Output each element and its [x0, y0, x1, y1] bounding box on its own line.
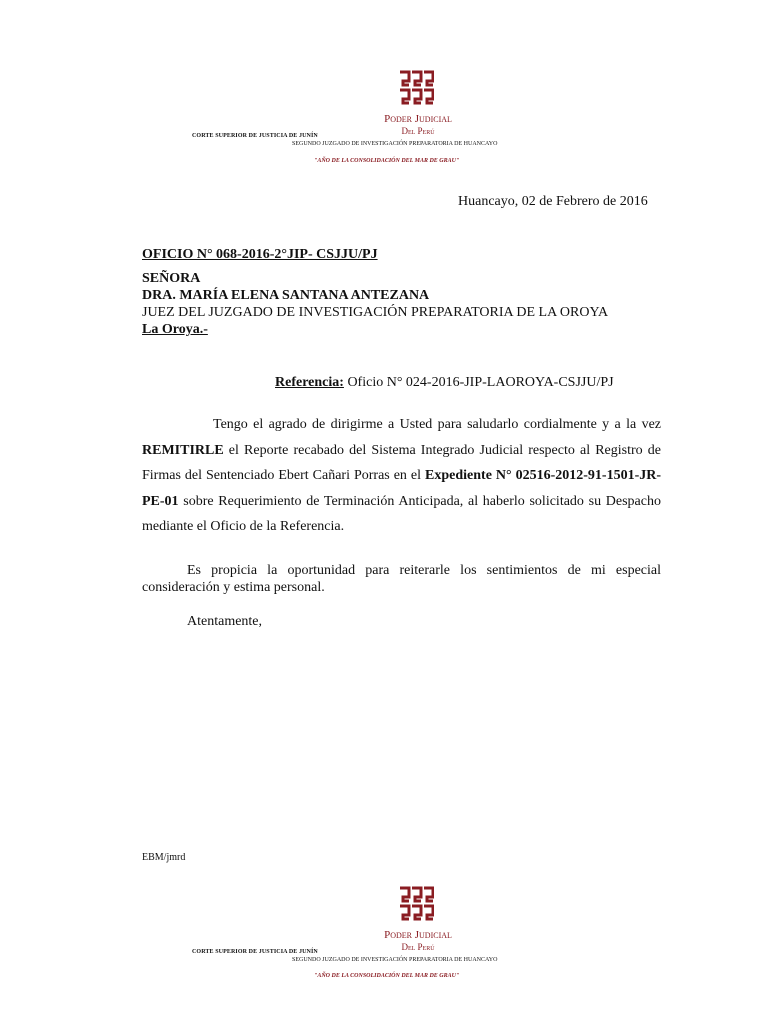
oficio-number: OFICIO N° 068-2016-2°JIP- CSJJU/PJ: [142, 247, 378, 262]
brand-line2-bottom: Del Perú: [401, 942, 435, 952]
p1-text-c: el Reporte recabado del Sistema Integrado Judicial respecto al Registro de Firmas del Sentenciado Ebert Cañari Porras en el: [142, 442, 661, 483]
poder-judicial-logo-icon-bottom: [398, 886, 438, 927]
paragraph-1: [142, 412, 661, 540]
p1-text-a: Tengo el agrado de dirigirme a Usted para saludarlo cordialmente y a la vez: [213, 417, 661, 432]
brand-line2: Del Perú: [401, 126, 435, 136]
salutation: SEÑORA: [142, 271, 201, 286]
closing: Atentamente,: [187, 614, 263, 629]
brand-line1: Poder Judicial: [384, 113, 452, 125]
reference: [275, 374, 614, 391]
court-unit: SEGUNDO JUZGADO DE INVESTIGACIÓN PREPARATORIA DE HUANCAYO: [292, 141, 498, 147]
motto-bottom: "AÑO DE LA CONSOLIDACIÓN DEL MAR DE GRAU": [314, 973, 460, 979]
p1-expediente: Expediente N° 02516-2012-91-1501-JR-PE-01: [142, 468, 662, 509]
court-name: CORTE SUPERIOR DE JUSTICIA DE JUNÍN: [192, 133, 318, 139]
poder-judicial-logo-icon: [398, 70, 438, 111]
reference-label: Referencia:: [275, 375, 344, 390]
paragraph-2: Es propicia la oportunidad para reiterarle los sentimientos de mi especial consideración y estima personal.: [142, 563, 661, 595]
recipient-place: La Oroya.-: [142, 322, 208, 337]
p1-remitirle: REMITIRLE: [142, 442, 224, 458]
initials: EBM/jmrd: [142, 852, 186, 863]
recipient-name: DRA. MARÍA ELENA SANTANA ANTEZANA: [142, 288, 430, 303]
brand-line1-bottom: Poder Judicial: [384, 929, 452, 941]
recipient-title: JUEZ DEL JUZGADO DE INVESTIGACIÓN PREPARATORIA DE LA OROYA: [142, 305, 609, 320]
place-date: Huancayo, 02 de Febrero de 2016: [458, 194, 648, 209]
court-name-bottom: CORTE SUPERIOR DE JUSTICIA DE JUNÍN: [192, 949, 318, 955]
motto: "AÑO DE LA CONSOLIDACIÓN DEL MAR DE GRAU": [314, 158, 460, 164]
p1-text-e: sobre Requerimiento de Terminación Anticipada, al haberlo solicitado su Despacho mediante el Oficio de la Referencia.: [142, 493, 661, 534]
court-unit-bottom: SEGUNDO JUZGADO DE INVESTIGACIÓN PREPARATORIA DE HUANCAYO: [292, 957, 498, 963]
reference-value: Oficio N° 024-2016-JIP-LAOROYA-CSJJU/PJ: [343, 375, 614, 390]
